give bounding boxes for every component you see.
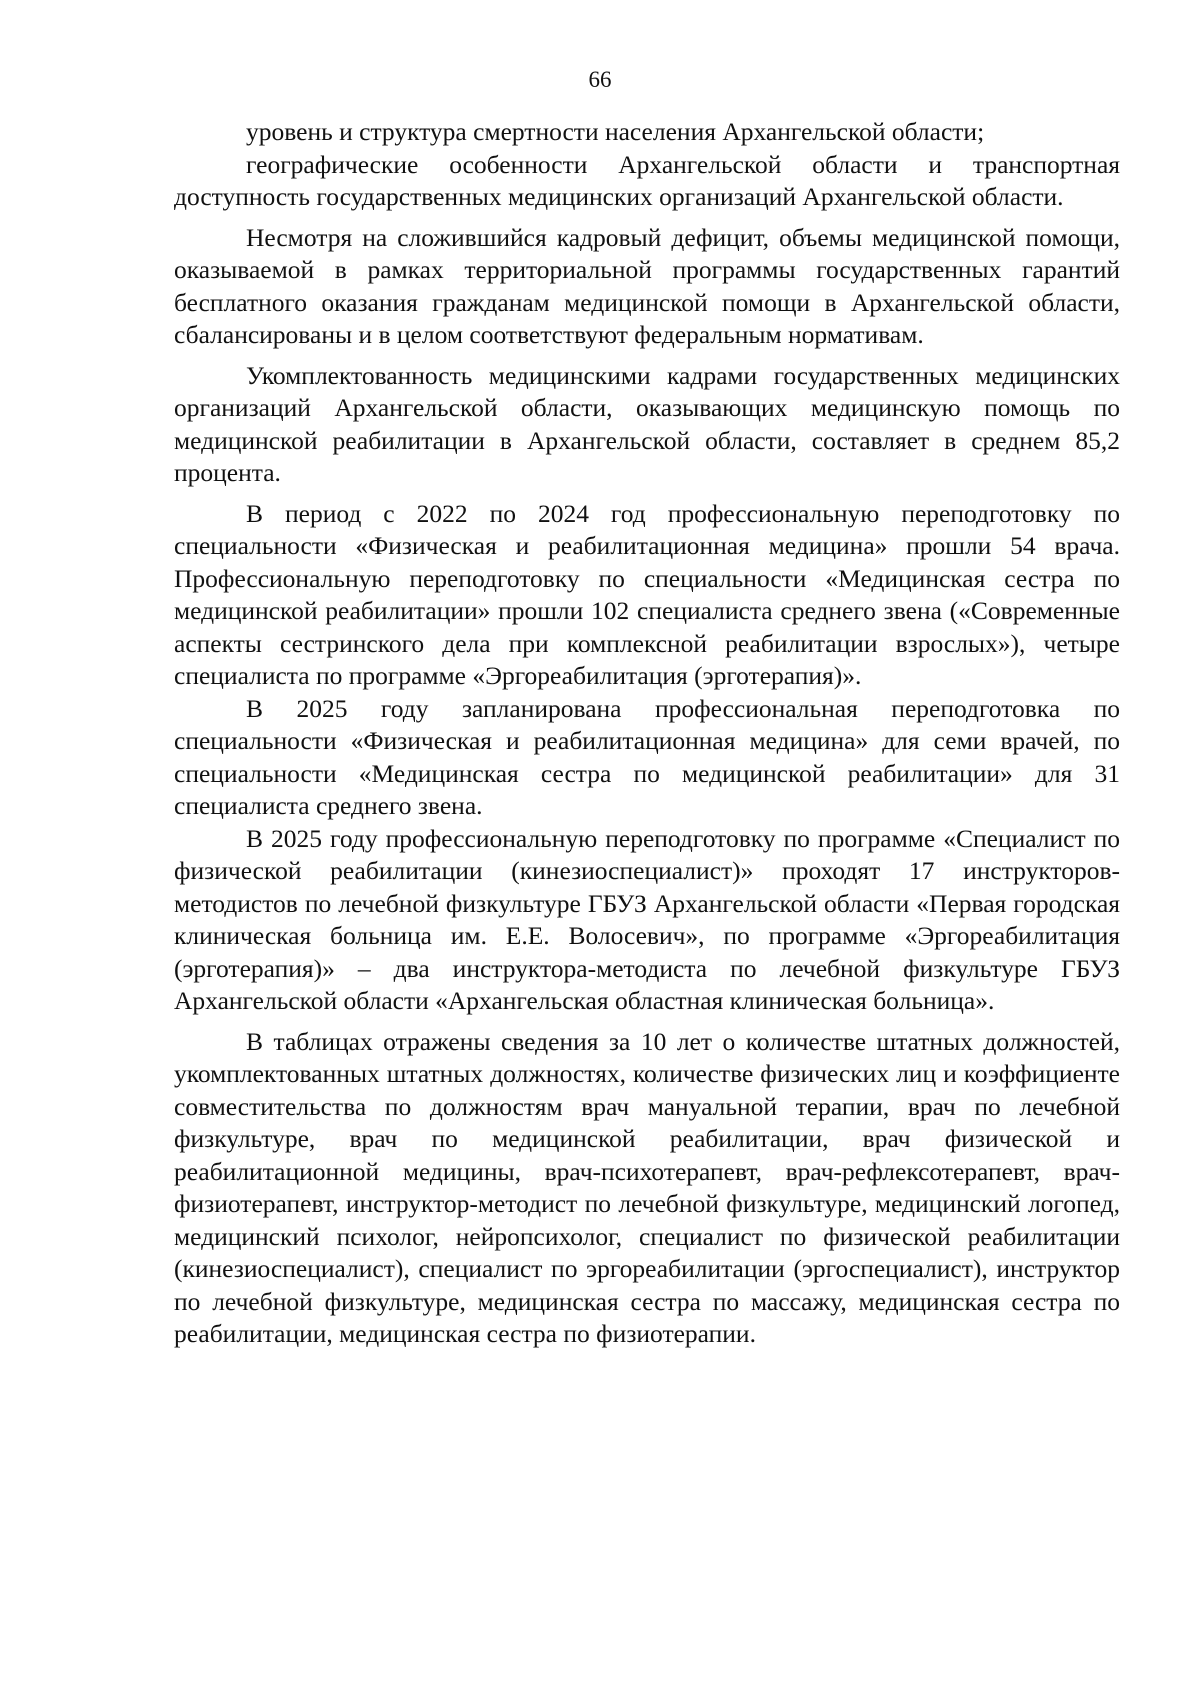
paragraph-staff-deficit: Несмотря на сложившийся кадровый дефицит, объемы медицинской помощи, оказываемой в рамках территориальной программы государственных гарантий бесплатного оказания гражданам медицинской помощи в Архангельской области, сбалансированы и в целом соответствуют федеральным нормативам. (174, 222, 1120, 349)
paragraph-geography: географические особенности Архангельской области и транспортная доступность государственных медицинских организаций Архангельской области. (174, 149, 1120, 211)
paragraph-retraining-2022-2024: В период с 2022 по 2024 год профессиональную переподготовку по специальности «Физическая и реабилитационная медицина» прошли 54 врача. Профессиональную переподготовку по специальности «Медицинская сестра по медицинской реабилитации» прошли 102 специалиста среднего звена («Современные аспекты сестринского дела при комплексной реабилитации взрослых»), четыре специалиста по программе «Эргореабилитация (эрготерапия)». (174, 498, 1120, 690)
paragraph-tables-description: В таблицах отражены сведения за 10 лет о количестве штатных должностей, укомплектованных штатных должностях, количестве физических лиц и коэффициенте совместительства по должностям врач мануальной терапии, врач по лечебной физкультуре, врач по медицинской реабилитации, врач физической и реабилитационной медицины, врач-психотерапевт, врач-рефлексотерапевт, врач-физиотерапевт, инструктор-методист по лечебной физкультуре, медицинский логопед, медицинский психолог, нейропсихолог, специалист по физической реабилитации (кинезиоспециалист), специалист по эргореабилитации (эргоспециалист), инструктор по лечебной физкультуре, медицинская сестра по массажу, медицинская сестра по реабилитации, медицинская сестра по физиотерапии. (174, 1026, 1120, 1348)
document-body (174, 116, 1120, 1351)
paragraph-mortality: уровень и структура смертности населения Архангельской области; (246, 117, 985, 146)
page-number: 66 (588, 67, 612, 92)
paragraph-planned-2025: В 2025 году запланирована профессиональная переподготовка по специальности «Физическая и реабилитационная медицина» для семи врачей, по специальности «Медицинская сестра по медицинской реабилитации» для 31 специалиста среднего звена. (174, 693, 1120, 820)
paragraph-staffing-rate: Укомплектованность медицинскими кадрами государственных медицинских организаций Архангельской области, оказывающих медицинскую помощь по медицинской реабилитации в Архангельской области, составляет в среднем 85,2 процента. (174, 360, 1120, 487)
paragraph-retraining-2025: В 2025 году профессиональную переподготовку по программе «Специалист по физической реабилитации (кинезиоспециалист)» проходят 17 инструкторов-методистов по лечебной физкультуре ГБУЗ Архангельской области «Первая городская клиническая больница им. Е.Е. Волосевич», по программе «Эргореабилитация (эрготерапия)» – два инструктора-методиста по лечебной физкультуре ГБУЗ Архангельской области «Архангельская областная клиническая больница». (174, 823, 1120, 1015)
